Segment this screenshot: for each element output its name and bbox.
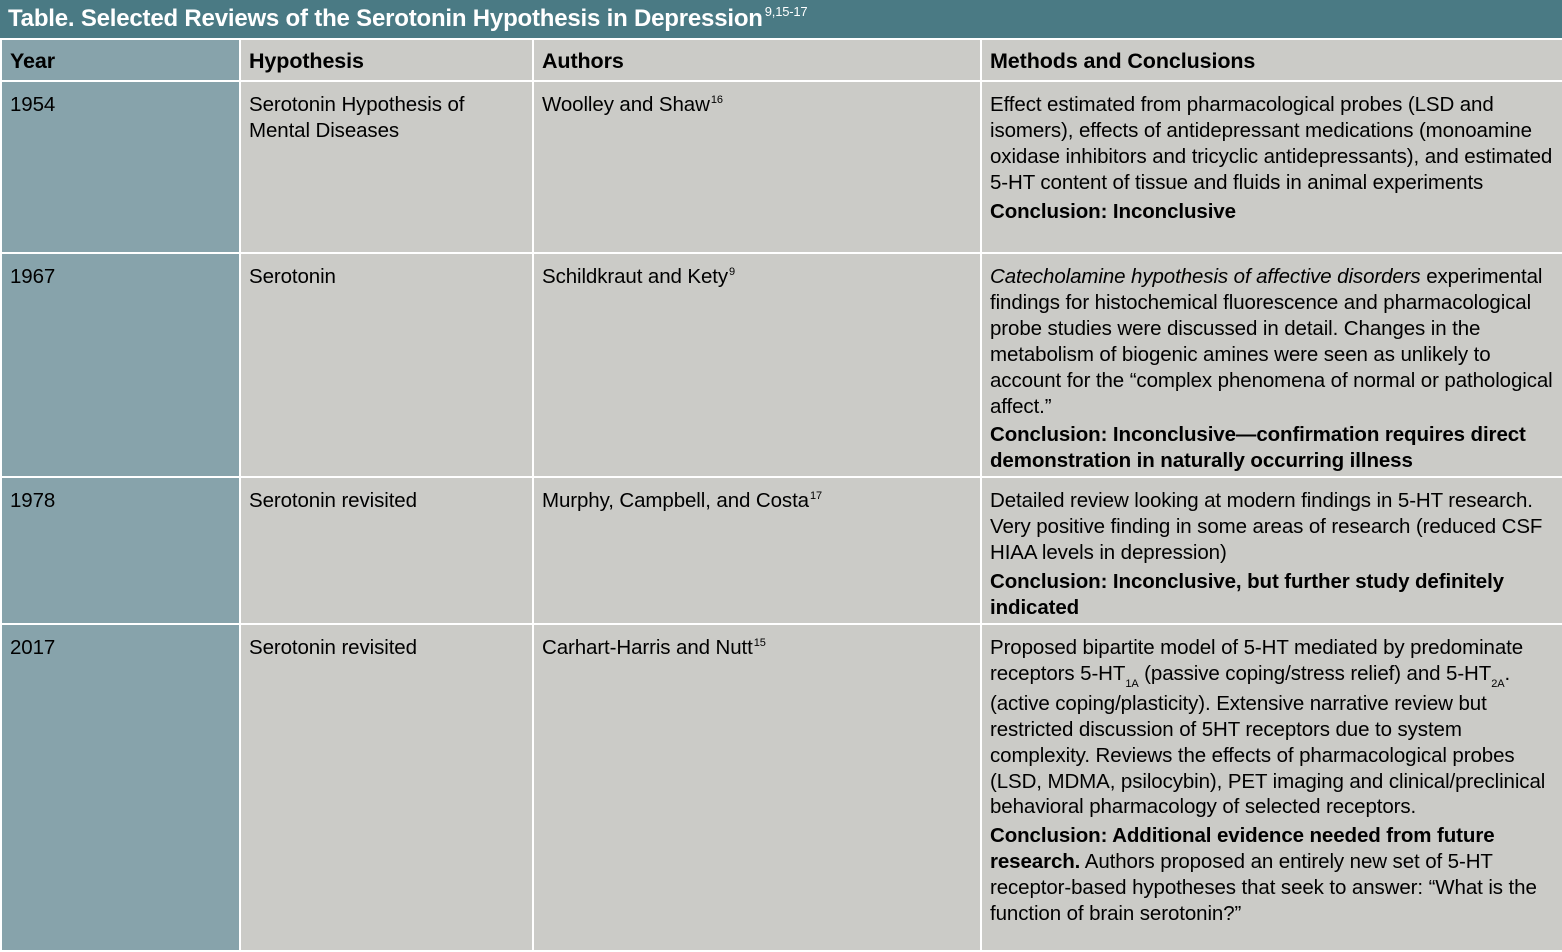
conclusion-bold: Conclusion: Inconclusive — [990, 199, 1236, 223]
conclusion-rest: Authors proposed an entirely new set of 5-HT receptor-based hypotheses that seek to answer: “What is the function of brain serotonin?” — [990, 850, 1537, 926]
author-reference: 15 — [753, 637, 766, 649]
cell-hypothesis: Serotonin revisited — [240, 624, 533, 951]
receptor-subscript-2a: 2A — [1491, 677, 1505, 690]
cell-authors — [533, 81, 981, 253]
methods-text: Detailed review looking at modern findings in 5-HT research. Very positive finding in some areas of research (reduced CSF HIAA levels in depression) — [990, 489, 1548, 564]
reviews-table — [0, 38, 1562, 952]
table-row — [1, 253, 1562, 477]
conclusion — [990, 823, 1556, 927]
table-header-row — [1, 39, 1562, 81]
author-reference: 9 — [729, 266, 736, 278]
authors-text: Woolley and Shaw — [542, 93, 710, 116]
authors-text: Schildkraut and Kety — [542, 265, 729, 288]
cell-hypothesis: Serotonin revisited — [240, 477, 533, 624]
methods-part-2: (passive coping/stress relief) and 5-HT — [1138, 661, 1492, 685]
cell-year: 1978 — [1, 477, 240, 624]
cell-authors — [533, 624, 981, 951]
conclusion — [990, 422, 1556, 474]
table-row — [1, 477, 1562, 624]
cell-year: 1967 — [1, 253, 240, 477]
cell-methods — [981, 477, 1562, 624]
header-authors: Authors — [533, 39, 981, 81]
methods-italic-title: Catecholamine hypothesis of affective disorders — [990, 265, 1421, 288]
cell-hypothesis: Serotonin — [240, 253, 533, 477]
cell-year: 2017 — [1, 624, 240, 951]
header-hypothesis: Hypothesis — [240, 39, 533, 81]
conclusion-bold: Conclusion: Additional evidence needed from future research. — [990, 824, 1495, 874]
methods-text — [990, 264, 1556, 419]
table-title-refs: 9,15-17 — [764, 4, 808, 19]
conclusion — [990, 569, 1556, 621]
cell-year: 1954 — [1, 81, 240, 253]
header-methods: Methods and Conclusions — [981, 39, 1562, 81]
conclusion-bold: Conclusion: Inconclusive—confirmation requires direct demonstration in naturally occurring illness — [990, 423, 1526, 473]
cell-methods — [981, 81, 1562, 253]
receptor-subscript-1a: 1A — [1125, 677, 1139, 690]
table-title-text: Table. Selected Reviews of the Serotonin Hypothesis in Depression — [8, 5, 763, 32]
methods-part-1: Proposed bipartite model of 5-HT mediated by predominate receptors 5-HT — [990, 636, 1524, 685]
cell-authors — [533, 253, 981, 477]
table-row — [1, 624, 1562, 951]
cell-hypothesis: Serotonin Hypothesis of Mental Diseases — [240, 81, 533, 253]
methods-part-3: . (active coping/plasticity). Extensive narrative review but restricted discussion of 5HT receptors due to system complexity. Reviews the effects of pharmacological probes (LSD, MDMA, psilocybin), PET imaging and clinical/preclinical behavioral pharmacology of selected receptors. — [990, 661, 1546, 819]
methods-text — [990, 635, 1556, 820]
table-row — [1, 81, 1562, 253]
methods-body: experimental findings for histochemical fluorescence and pharmacological probe studies were discussed in detail. Changes in the metabolism of biogenic amines were seen as unlikely to account for the “complex phenomena of normal or pathological affect.” — [990, 265, 1553, 418]
author-reference: 16 — [710, 94, 723, 106]
author-reference: 17 — [809, 490, 823, 502]
authors-text: Carhart-Harris and Nutt — [542, 636, 753, 659]
table-title — [0, 0, 1562, 38]
conclusion — [990, 199, 1556, 225]
conclusion-bold: Conclusion: Inconclusive, but further study definitely indicated — [990, 569, 1504, 619]
authors-text: Murphy, Campbell, and Costa — [542, 489, 809, 512]
cell-authors — [533, 477, 981, 624]
cell-methods — [981, 253, 1562, 477]
cell-methods — [981, 624, 1562, 951]
methods-text: Effect estimated from pharmacological probes (LSD and isomers), effects of antidepressant medications (monoamine oxidase inhibitors and tricyclic antidepressants), and estimated 5-HT content of tissue and fluids in animal experiments — [990, 93, 1553, 194]
header-year: Year — [1, 39, 240, 81]
